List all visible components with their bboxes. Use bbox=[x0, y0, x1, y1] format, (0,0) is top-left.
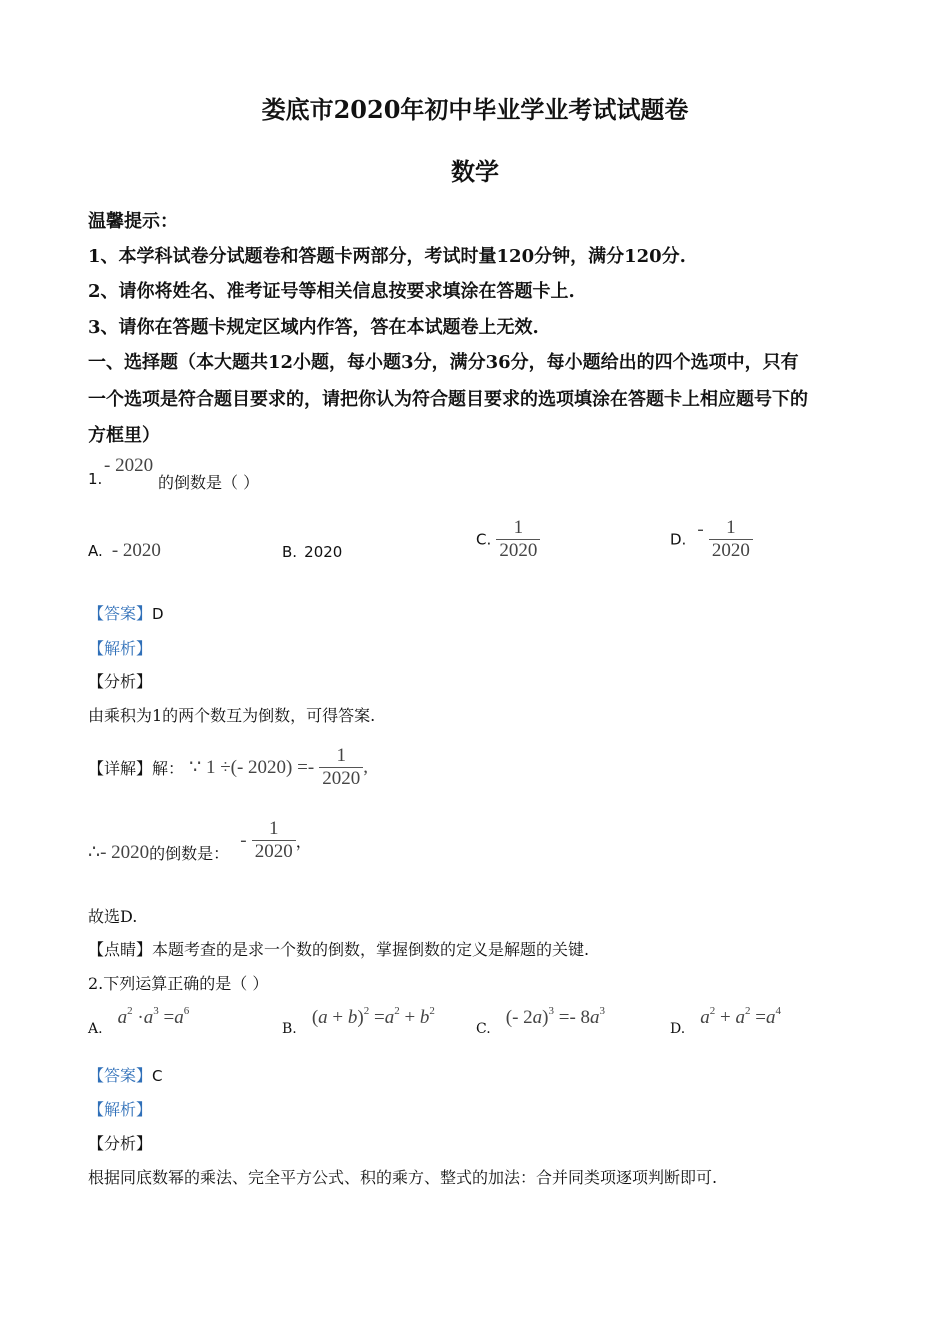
fenxi-text: 由乘积为1的两个数互为倒数，可得答案. bbox=[88, 706, 376, 725]
fraction bbox=[252, 818, 296, 863]
notice-item: 1、本学科试卷分试题卷和答题卡两部分，考试时量120分钟，满分120分. bbox=[88, 246, 686, 267]
analysis-tag: 【解析】 bbox=[88, 1100, 153, 1119]
notice-item: 2、请你将姓名、准考证号等相关信息按要求填涂在答题卡上. bbox=[88, 281, 575, 302]
detail-tag: 【详解】 bbox=[88, 759, 153, 778]
option-expression: $a^2 \cdot a^3 =a^6$ bbox=[117, 1005, 190, 1028]
section-instruction: 方框里） bbox=[88, 425, 160, 446]
therefore-text: 的倒数是： bbox=[149, 844, 230, 863]
question-2-stem: 2.下列运算正确的是（ ） bbox=[88, 974, 269, 993]
fraction bbox=[496, 517, 540, 562]
fraction bbox=[709, 517, 753, 562]
question-number: 1. bbox=[88, 470, 103, 488]
notice-heading: 温馨提示： bbox=[88, 211, 178, 232]
detail-line bbox=[88, 745, 368, 790]
option-b[interactable] bbox=[282, 542, 342, 561]
fraction-numerator: 1 bbox=[726, 517, 736, 538]
answer-value: C bbox=[152, 1067, 163, 1085]
option-label: D. bbox=[670, 1021, 686, 1037]
analysis-tag: 【解析】 bbox=[88, 639, 153, 658]
option-expression: (- $2a)^3 =- 8a^3$ bbox=[505, 1005, 606, 1028]
answer-tag: 【答案】 bbox=[88, 1066, 153, 1085]
therefore-line bbox=[88, 818, 312, 863]
option-label: A. bbox=[88, 542, 103, 560]
option-label: C. bbox=[476, 1021, 491, 1037]
dianjing-tag: 【点睛】 bbox=[88, 940, 153, 959]
option-expression: $(a + b)^2 =a^2 + b^2$ bbox=[311, 1005, 435, 1028]
page-title: 娄底市2020年初中毕业学业考试试题卷 bbox=[261, 95, 689, 124]
question-stem: 的倒数是（ ） bbox=[158, 473, 260, 492]
choose-text: 故选D. bbox=[88, 907, 138, 926]
fraction-denominator: 2020 bbox=[709, 539, 753, 562]
fraction-numerator: 1 bbox=[336, 745, 347, 766]
option-d[interactable] bbox=[670, 1005, 781, 1037]
answer-value: D bbox=[152, 605, 164, 623]
detail-prefix: 解： bbox=[152, 759, 185, 778]
fenxi-tag: 【分析】 bbox=[88, 1134, 153, 1153]
fraction bbox=[319, 745, 363, 790]
fraction-denominator: 2020 bbox=[496, 539, 540, 562]
option-d[interactable] bbox=[670, 517, 753, 562]
fraction-numerator: 1 bbox=[513, 517, 524, 538]
notice-item: 3、请你在答题卡规定区域内作答，答在本试题卷上无效. bbox=[88, 317, 539, 338]
answer-line bbox=[88, 1063, 163, 1086]
option-c[interactable] bbox=[476, 517, 540, 562]
fraction-denominator: 2020 bbox=[252, 840, 296, 863]
option-a[interactable] bbox=[88, 1005, 190, 1037]
dianjing-line bbox=[88, 937, 589, 960]
question-expression: - 2020 bbox=[104, 455, 154, 476]
section-instruction: 一、选择题（本大题共12小题，每小题3分，满分36分，每小题给出的四个选项中，只有 bbox=[88, 352, 799, 373]
therefore-expression: ∴- 2020 bbox=[88, 842, 150, 863]
option-label: D. bbox=[670, 530, 687, 549]
minus-sign: - bbox=[697, 518, 704, 540]
option-value: - 2020 bbox=[111, 540, 161, 561]
answer-tag: 【答案】 bbox=[88, 604, 153, 623]
therefore-comma: ， bbox=[295, 832, 312, 851]
answer-line bbox=[88, 601, 164, 624]
fraction-numerator: 1 bbox=[268, 818, 279, 839]
option-value: 2020 bbox=[304, 543, 343, 561]
option-label: A. bbox=[88, 1021, 103, 1037]
minus-sign: - bbox=[240, 829, 247, 851]
dianjing-text: 本题考查的是求一个数的倒数，掌握倒数的定义是解题的关键. bbox=[152, 940, 590, 959]
subject-title: 数学 bbox=[451, 157, 499, 186]
fenxi-tag: 【分析】 bbox=[88, 672, 153, 691]
detail-expression: ∵ 1 ÷(- 2020) =- bbox=[189, 757, 315, 778]
fraction-denominator: 2020 bbox=[319, 767, 363, 790]
option-label: B. bbox=[282, 543, 298, 561]
detail-comma: , bbox=[363, 756, 369, 778]
section-instruction: 一个选项是符合题目要求的，请把你认为符合题目要求的选项填涂在答题卡上相应题号下的 bbox=[88, 389, 808, 410]
option-c[interactable] bbox=[476, 1005, 606, 1037]
option-b[interactable] bbox=[282, 1005, 435, 1037]
option-a[interactable] bbox=[88, 540, 161, 562]
option-expression: $a^2 + a^2 =a^4$ bbox=[700, 1005, 781, 1028]
option-label: C. bbox=[476, 530, 492, 549]
option-label: B. bbox=[282, 1021, 297, 1037]
fenxi-text: 根据同底数幂的乘法、完全平方公式、积的乘方、整式的加法：合并同类项逐项判断即可. bbox=[88, 1168, 718, 1187]
